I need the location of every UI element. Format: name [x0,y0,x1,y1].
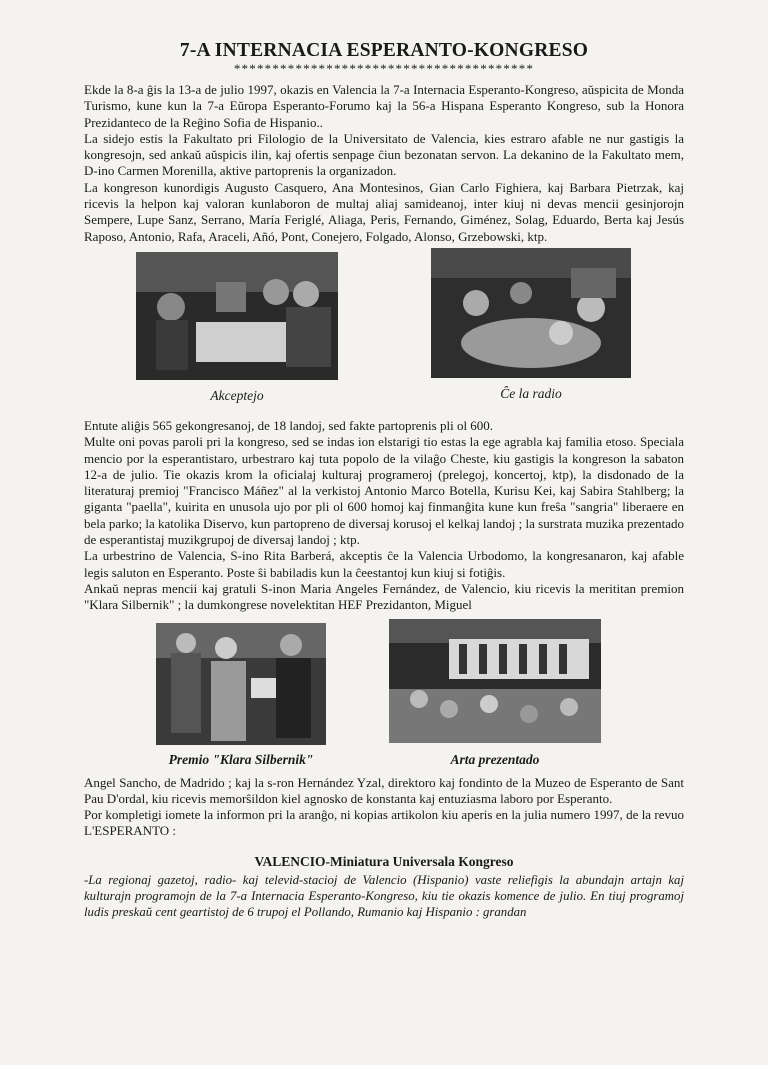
paragraph: Ankaŭ nepras mencii kaj gratuli S-inon Maria Angeles Fernández, de Valencio, kiu ricevis la merititan premion "Klara Silbernik" ; la dumkongrese novelektitan HEF Prezidanton, Miguel [84,580,684,613]
paragraph: Angel Sancho, de Madrido ; kaj la s-ron Hernández Yzal, direktoro kaj fondinto de la Muzeo de Esperanto de Sant Pau D'ordal, kiu ricevis memorŝildon kiel agnosko de konstanta kaj entuziasma laboro por Esperanto. [84,774,684,806]
paragraph: La urbestrino de Valencia, S-ino Rita Barberá, akceptis ĉe la Valencia Urbodomo, la kongresanaron, kaj afable legis saluton en Esperanto. Poste ŝi babiladis kun la ĉeestantoj kun kiuj si fotiĝis. [84,548,684,580]
photo-premio [156,623,326,745]
intro-section [84,82,684,245]
closing-section [84,775,684,840]
paragraph: Por kompletigi iomete la informon pri la aranĝo, ni kopias artikolon kiu aperis en la julia numero 1997, de la revuo L'ESPERANTO : [84,807,684,839]
photo-caption-arta: Arta prezentado [450,751,540,767]
photo-radio [431,248,631,378]
quoted-article-paragraph: -La regionaj gazetoj, radio- kaj televid-stacioj de Valencio (Hispanio) vaste reliefigis la abundajn artajn kaj kulturajn programojn de la 7-a Internacia Esperanto-Kongreso, kiu tie okazis komence de julio. En tiuj programoj ludis preskaŭ cent geartistoj de 6 trupoj el Pollando, Rumanio kaj Hispanio : grandan [84,872,684,919]
photo-arta-prezentado [389,619,601,743]
photo-row-1 [84,248,684,416]
paragraph: La sidejo estis la Fakultato pri Filologio de la Universitato de Valencia, kies estraro afable ne nur gastigis la kongresojn, sed ankaŭ aŭspicis ilin, kaj ofertis senpage ĉiun bezonatan servon. La dekanino de la Fakultato mem, D-ino Carmen Morenilla, aktive partoprenis la organizadon. [84,130,684,179]
article-title: 7-A INTERNACIA ESPERANTO-KONGRESO [179,40,589,61]
title-divider: *************************************** [233,61,535,76]
body-section [84,418,684,614]
photo-caption-akceptejo: Akceptejo [210,387,264,403]
photo-akceptejo [136,252,338,380]
photo-caption-premio: Premio "Klara Silbernik" [168,751,314,767]
section-subtitle: VALENCIO-Miniatura Universala Kongreso [254,853,514,869]
paragraph: La kongreson kunordigis Augusto Casquero, Ana Montesinos, Gian Carlo Fighiera, kaj Barbara Pietrzak, kaj ricevis la helpon kaj valoran kunlaboron de multaj aliaj samideanoj, inter kiuj ni devas mencii gesinjorojn Sempere, Lupe Sanz, Serrano, María Feriglé, Aliaga, Peris, Fernando, Giménez, Solag, Eduardo, Berta kaj Jesús Raposo, Antonio, Rafa, Araceli, Añó, Pont, Conejero, Folgado, Alonso, Grzebowski, ktp. [84,179,684,244]
paragraph: Ekde la 8-a ĝis la 13-a de julio 1997, okazis en Valencia la 7-a Internacia Esperanto-Kongreso, aŭspicita de Monda Turismo, kune kun la 7-a Eŭropa Esperanto-Forumo kaj la 56-a Hispana Esperanto Kongreso, sub la Honora Prezidanteco de la Reĝino Sofia de Hispanio.. [84,82,684,130]
photo-caption-radio: Ĉe la radio [500,385,562,401]
photo-row-2 [84,617,684,773]
paragraph: Entute aliĝis 565 gekongresanoj, de 18 landoj, sed fakte partoprenis pli ol 600. [84,417,494,433]
document-page [84,40,684,920]
paragraph: Multe oni povas paroli pri la kongreso, sed se indas ion elstarigi tio estas la ege agrabla kaj familia etoso. Speciala mencio por la esperantistaro, urbestraro kaj tuta popolo de la vilaĝo Cheste, kiu gastigis la kongreson la sabaton 12-a de julio. Tie okazis krom la oficialaj kulturaj programeroj (prelegoj, koncertoj, ktp), la disdonado de la literaturaj premioj "Francisco Máñez" al la verkistoj Antonio Marco Botella, Kurisu Kei, kaj Sabira Stahlberg; la giganta "paella", kuirita en unusola ujo por pli ol 600 homoj kaj finmanĝita kune kun freŝa "sangria" liberaere en bela parko; la katolika Diservo, kun partopreno de diversaj korusoj el kelkaj landoj ; la surstrata muzika prezentado de esperantistaj muzikgrupoj de diversaj landoj ; ktp. [84,434,684,548]
